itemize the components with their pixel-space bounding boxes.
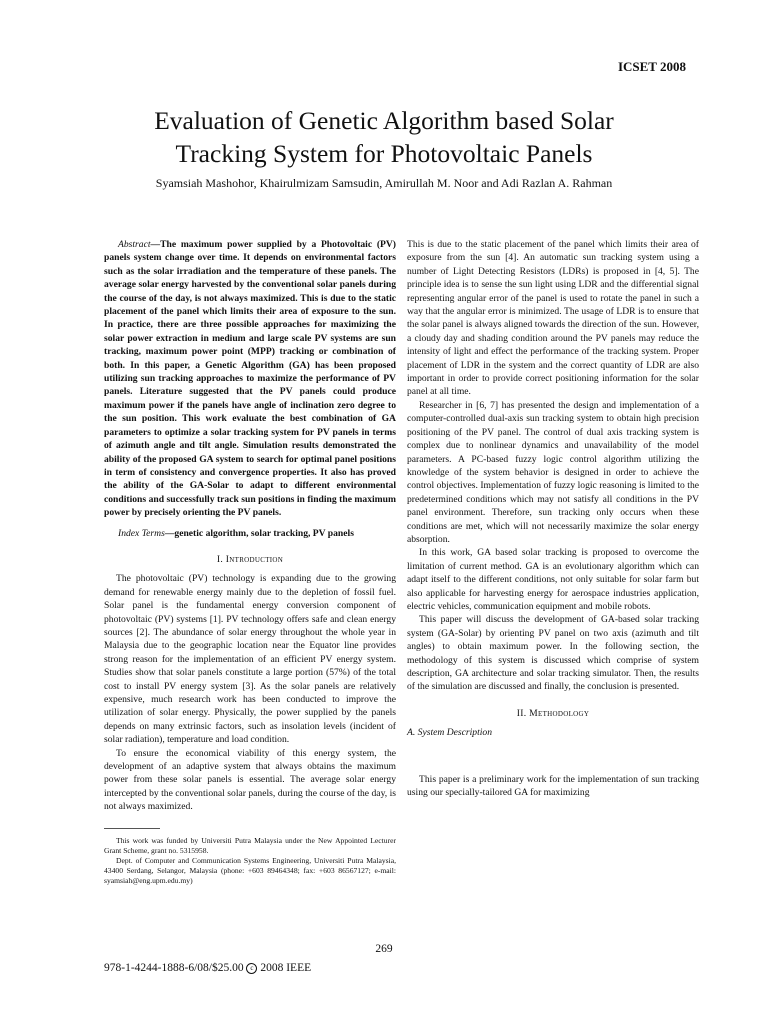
author-list: Syamsiah Mashohor, Khairulmizam Samsudin, Amirullah M. Noor and Adi Razlan A. Rahman [155,176,613,190]
copyright-text: 2008 IEEE [257,962,312,974]
spacer [407,740,699,773]
right-paragraph-2: Researcher in [6, 7] has presented the design and implementation of a computer-controlled dual-axis sun tracking system to obtain high precision positioning of the PV panel. The control of dual axis tracking system is complex due to nonlinear dynamics and unavailability of the model parameters. A PC-based fuzzy logic control algorithm utilizing the knowledge of the system behavior is designed in order to achieve the control objectives. Implementation of fuzzy logic reasoning is limited to the predetermined conditions which may not satisfy all conditions in the PV panel environment. Therefore, sun tracking only occurs when these conditions are met, which will not necessarily maximize the solar energy absorption. [407,399,699,545]
abstract-text: —The maximum power supplied by a Photovoltaic (PV) panels system change over time. It depends on environmental factors such as the solar irradiation and the temperature of these panels. The average solar energy harvested by the conventional solar panels during the course of the day, is not always maximized. This is due to the static placement of the panel which limits their area of exposure to the sun. In practice, there are three possible approaches for maximizing the solar power extraction in medium and large scale PV systems are sun tracking, maximum power point (MPP) tracking or combination of both. In this paper, a Genetic Algorithm (GA) has been proposed utilizing sun tracking approaches to maximize the performance of PV panels. Literature suggested that the PV panels could produce maximum power if the panels have angle of inclination zero degree to the sun position. This work evaluate the best combination of GA parameters to optimize a solar tracking system for PV panels in terms of azimuth angle and tilt angle. Simulation results demonstrated the ability of the proposed GA system to search for optimal panel positions in term of consistency and convergence properties. It also has proved the ability of the GA-Solar to adapt to different environmental conditions and successfully track sun positions in finding the maximum power by precisely orienting the PV panels. [104,239,396,519]
methodology-paragraph: This paper is a preliminary work for the implementation of sun tracking using our specially-tailored GA for maximizing [407,773,699,799]
section-title: Methodology [529,707,590,719]
footnote-divider [104,828,160,829]
footnote-funding: This work was funded by Universiti Putra Malaysia under the New Appointed Lecturer Grant Scheme, grant no. 5315958. [104,836,396,855]
section-heading-methodology [407,707,699,720]
index-terms-text: —genetic algorithm, solar tracking, PV panels [164,527,354,539]
right-paragraph-4: This paper will discuss the development of GA-based solar tracking system (GA-Solar) by orienting PV panel on two axis (azimuth and tilt angles) to obtain maximum power. In the following section, the methodology of this system is discussed which comprise of system description, GA architecture and solar tracking simulator. Then, the results of the simulation are discussed and finally, the conclusion is presented. [407,614,699,693]
index-terms [104,527,396,540]
copyright-line [104,962,311,974]
paper-title [100,104,668,170]
footnote [104,836,396,886]
page-number: 269 [375,943,393,955]
index-terms-label: Index Terms [118,527,165,539]
right-paragraph-1: This is due to the static placement of the panel which limits their area of exposure from the sun [4]. An automatic sun tracking system using a number of Light Detecting Resistors (LDRs) is proposed in [4, 5]. The principle idea is to sense the sun light using LDR and the differential signal representing angular error of the panel is used to rotate the panel in such a way that the angular error is minimized. The usage of LDR is to ensure that the solar panel is always aligned towards the direction of the sun. However, a cloudy day and shading condition around the PV panels may reduce the intensity of light and effect the performance of the tracking system. Proper placement of LDR in the system and the correct quantity of LDR are also important in order to provide correct positioning information for the solar panel at all time. [407,239,699,398]
section-numeral: I. [216,553,226,565]
intro-paragraph-1: The photovoltaic (PV) technology is expanding due to the growing demand for renewable energy mainly due to the depletion of fossil fuel. Solar panel is the fundamental energy conversion component of photovoltaic (PV) systems [1]. PV technology offers safe and clean energy sources [2]. The abundance of solar energy throughout the whole year in Malaysia due to the geographic location near the Equator line provides strong reason for the implementation of an efficient PV energy system. Studies show that solar panels constitute a large portion (57%) of the total cost to install PV energy system [3]. As the solar panels are relatively expensive, much research work has been conducted to improve the utilization of solar energy. Physically, the power supplied by the panels depends on many extrinsic factors, such as insolation levels (incident of solar radiation), temperature and load condition. [104,573,396,746]
section-numeral: II. [516,707,530,719]
title-line-2: Tracking System for Photovoltaic Panels [175,139,593,168]
right-paragraph-3: In this work, GA based solar tracking is proposed to overcome the limitation of current method. GA is an evolutionary algorithm which can adapt itself to the different conditions, not only suitable for solar farm but also applicable for harvesting energy for aerospace industries application, electric vehicles, communication equipment and mobile robots. [407,547,699,612]
isbn-text: 978-1-4244-1888-6/08/$25.00 [104,962,247,974]
section-title: Introduction [225,553,284,565]
conference-label: ICSET 2008 [617,59,686,74]
abstract-label: Abstract [118,239,151,250]
abstract [104,238,396,520]
footnote-affiliation: Dept. of Computer and Communication Systems Engineering, Universiti Putra Malaysia, 43400 Serdang, Selangor, Malaysia (phone: +603 89464348; fax: +603 86567127; e-mail: syamsiah@eng.upm.edu.my) [104,856,396,885]
intro-paragraph-2: To ensure the economical viability of this energy system, the development of an adaptive system that always obtains the maximum power from these solar panels is essential. The average solar energy intercepted by the conventional solar panels, during the course of the day, is not always maximized. [104,747,396,813]
right-column [407,238,699,799]
subsection-heading: A. System Description [407,727,492,739]
section-heading-introduction [104,553,396,566]
title-line-1: Evaluation of Genetic Algorithm based Solar [154,106,614,135]
copyright-symbol: c [246,963,257,974]
left-column [104,238,396,814]
